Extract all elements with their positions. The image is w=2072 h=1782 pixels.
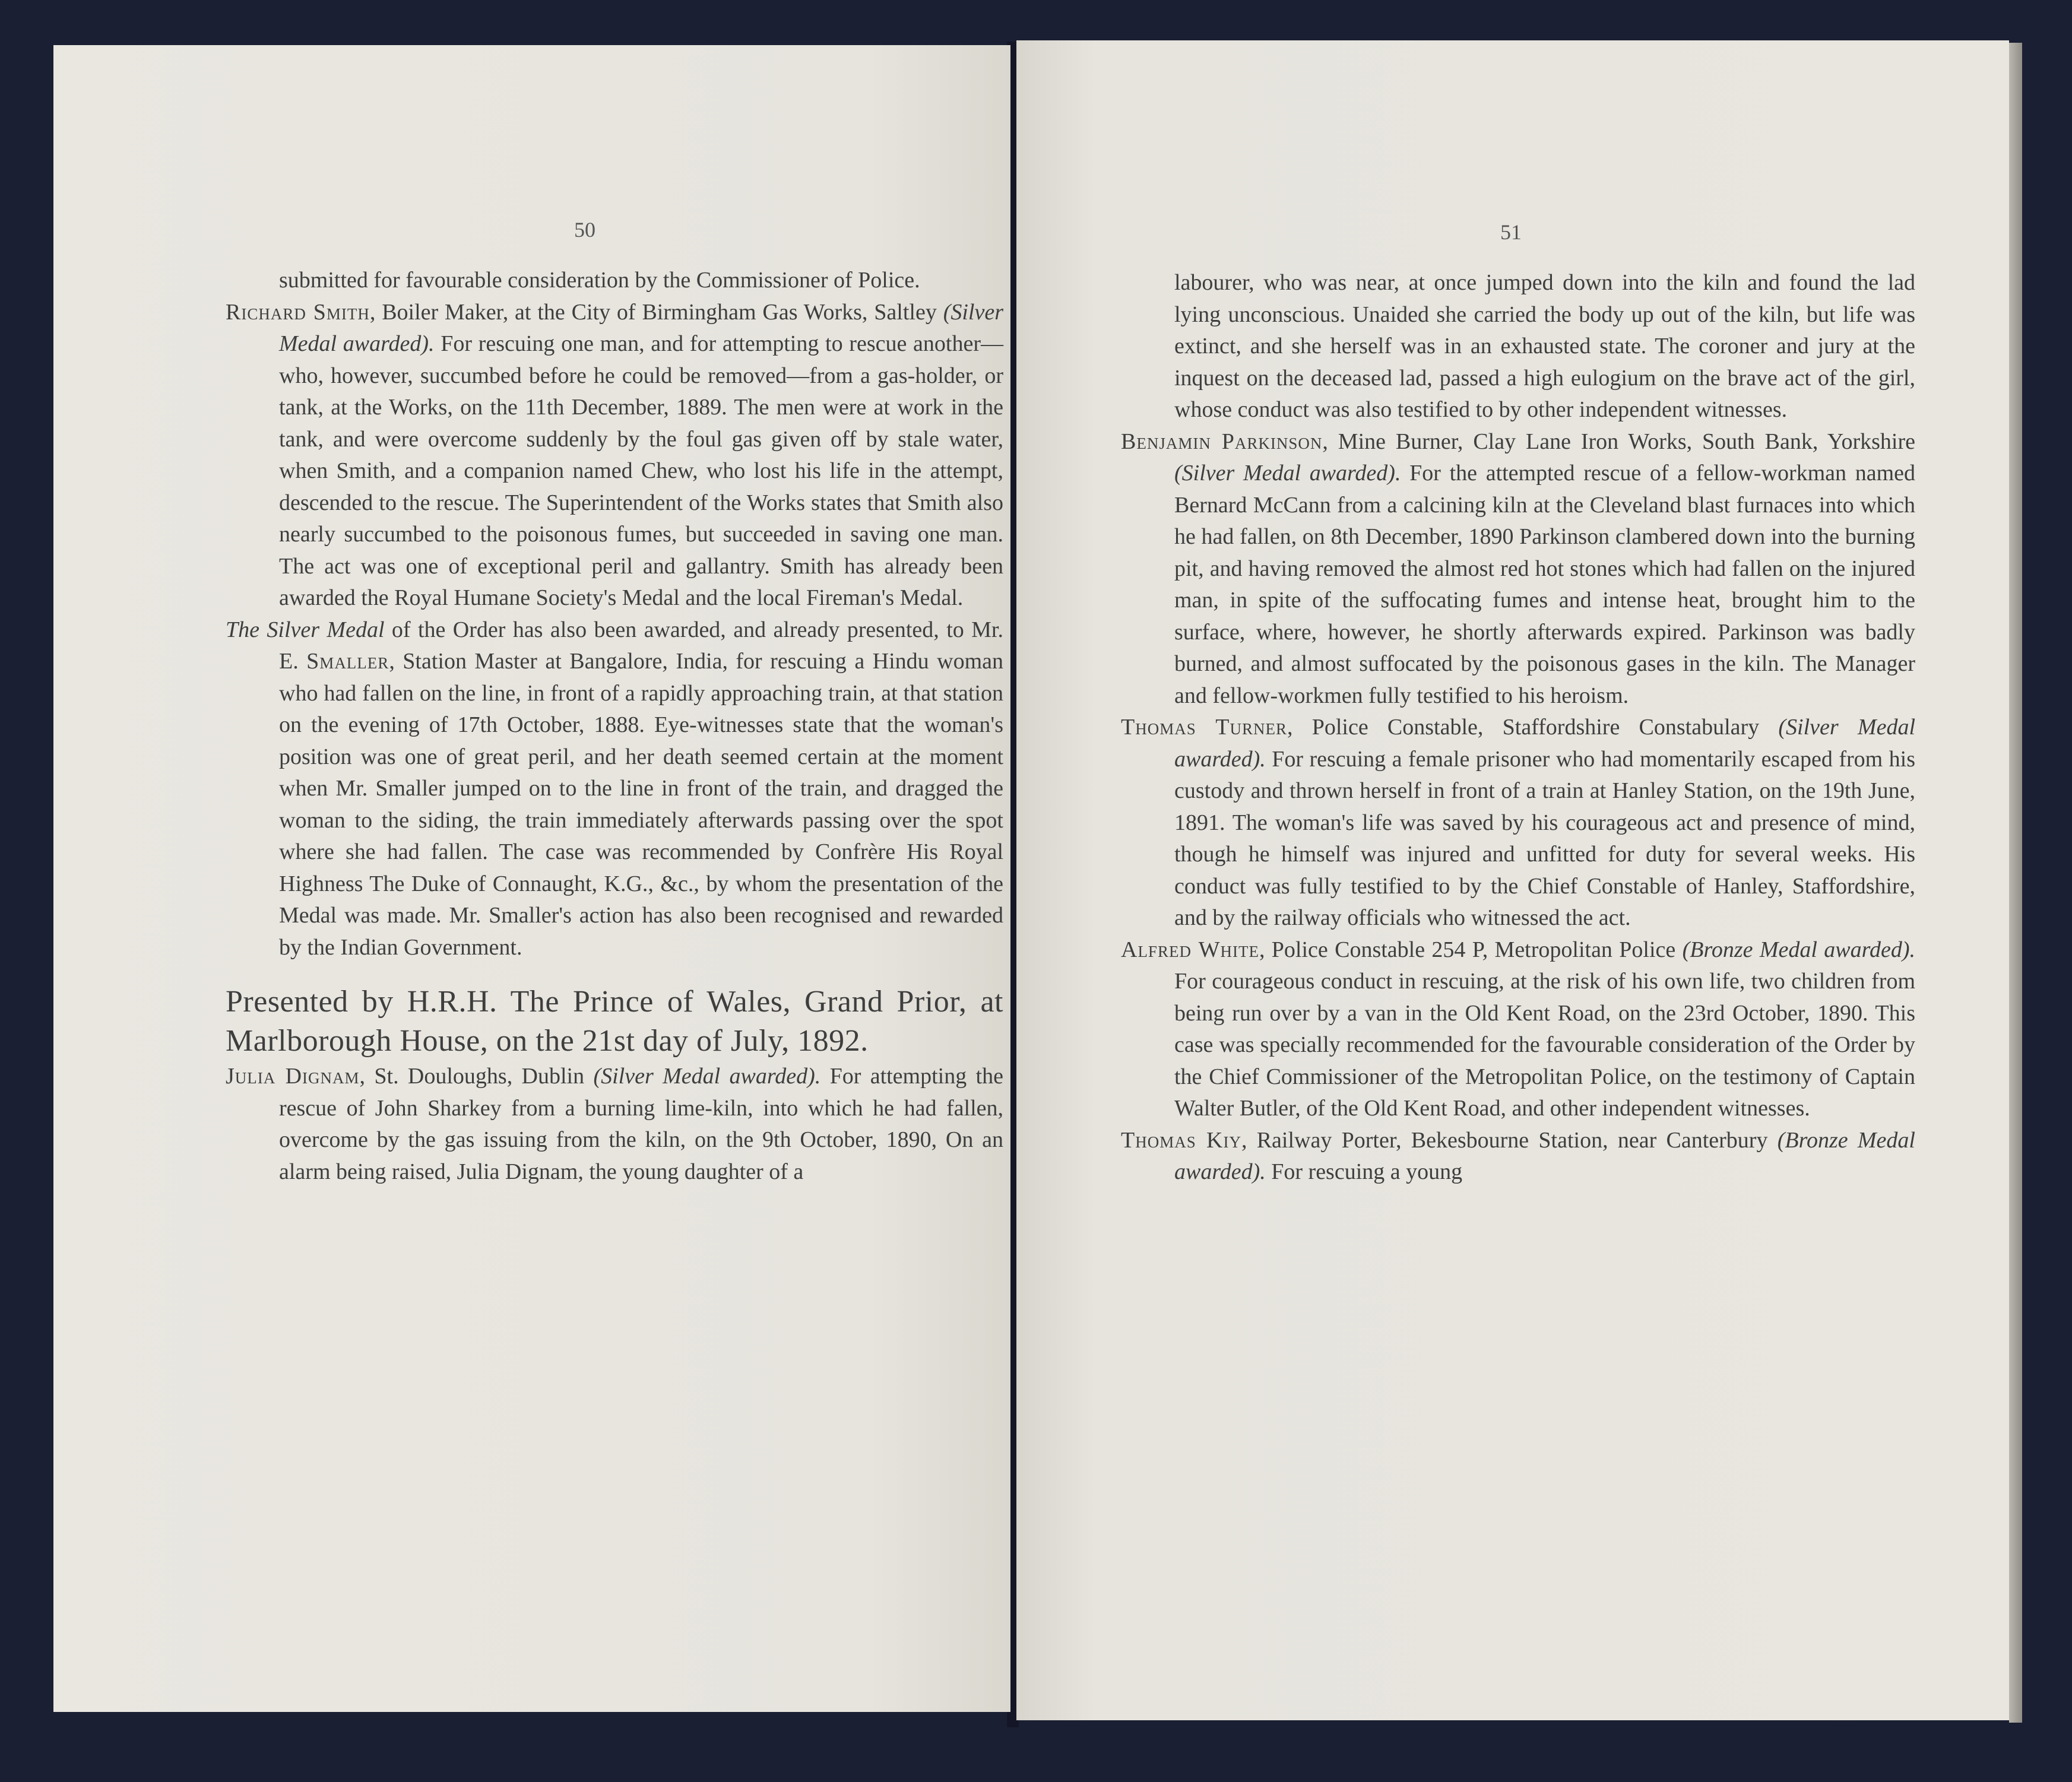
entry-thomas-turner [1121,712,1915,934]
entry-name: Benjamin Parkinson [1121,429,1323,454]
opening-text: submitted for favourable consideration by the Commissioner of Police. [279,268,920,293]
entry-award: (Bronze Medal awarded). [1682,937,1915,962]
right-page [1016,40,2009,1720]
entry-body: , Station Master at Bangalore, India, for rescuing a Hindu woman who had fallen on the line, in front of a rapidly approaching train, at that station on the evening of 17th October, 1888. Eye-witnesses state that the woman's position was one of great peril, and her death seemed certain at the moment when Mr. Smaller jumped on to the line in front of the train, and dragged the woman to the siding, the train immediately afterwards passing over the spot where she had fallen. The case was recommended by Confrère His Royal Highness The Duke of Connaught, K.G., &c., by whom the presentation of the Medal was made. Mr. Smaller's action has also been recognised and rewarded by the Indian Government. [279,649,1003,960]
entry-name: Richard Smith [226,299,370,325]
entry-award: (Bronze Medal awarded). [1174,1127,1915,1184]
entry-award: (Silver Medal awarded). [279,299,1003,356]
left-page [53,45,1010,1712]
page-number: 50 [574,218,595,242]
entry-body: For rescuing a young [1265,1159,1463,1184]
entry-award: (Silver Medal awarded). [593,1064,821,1089]
entry-e-smaller [226,614,1003,964]
entry-alfred-white [1121,934,1915,1125]
page-edges [2009,43,2022,1723]
entry-intro: of the Order has also been awarded, and already presented, to Mr. E. [279,617,1003,674]
left-page-text [226,265,1003,1188]
opening-text: labourer, who was near, at once jumped down into the kiln and found the lad lying unconscious. Unaided she carried the body up out of the kiln, but life was extinct, and she herself was in an exhausted state. The coroner and jury at the inquest on the deceased lad, passed a high eulogium on the brave act of the girl, whose conduct was also testified to by other independent witnesses. [1174,270,1915,422]
page-number: 51 [1500,220,1522,244]
entry-name: Thomas Turner [1121,715,1287,740]
entry-intro: , Police Constable 254 P, Metropolitan Police [1259,937,1683,962]
entry-intro: , Police Constable, Staffordshire Constabulary [1287,715,1779,740]
entry-thomas-kiy [1121,1125,1915,1188]
opening-paragraph [1121,267,1915,426]
entry-award: (Silver Medal awarded). [1174,715,1915,772]
entry-body: For courageous conduct in rescuing, at the risk of his own life, two children from being run over by a van in the Old Kent Road, on the 23rd October, 1890. This case was specially recommended for the favourable consideration of the Order by the Chief Commissioner of the Metropolitan Police, on the testimony of Captain Walter Butler, of the Old Kent Road, and other independent witnesses. [1174,969,1915,1121]
entry-intro: , Boiler Maker, at the City of Birmingham Gas Works, Saltley [369,299,943,325]
entry-name: Thomas Kiy [1121,1127,1241,1153]
entry-julia-dignam [226,1061,1003,1188]
right-page-text [1121,267,1915,1188]
entry-body: For the attempted rescue of a fellow-workman named Bernard McCann from a calcining kiln at the Cleveland blast furnaces into which he had fallen, on 8th December, 1890 Parkinson clambered down into the burning pit, and having removed the almost red hot stones which had fallen on the injured man, in spite of the suffocating fumes and intense heat, brought him to the surface, where, however, he shortly afterwards expired. Parkinson was badly burned, and almost suffocated by the poisonous gases in the kiln. The Manager and fellow-workmen fully testified to his heroism. [1174,461,1915,708]
entry-name: Alfred White [1121,937,1259,962]
section-heading: Presented by H.R.H. The Prince of Wales, Grand Prior, at Marlborough House, on the 21st day of July, 1892. [226,985,1003,1058]
entry-award: (Silver Medal awarded). [1174,461,1401,486]
entry-body: For rescuing a female prisoner who had momentarily escaped from his custody and thrown herself in front of a train at Hanley Station, on the 19th June, 1891. The woman's life was saved by his courageous act and presence of mind, though he himself was injured and unfitted for duty for several weeks. His conduct was fully testified to by the Chief Constable of Hanley, Staffordshire, and by the railway officials who witnessed the act. [1174,746,1915,930]
entry-intro: , Railway Porter, Bekesbourne Station, near Canterbury [1241,1127,1778,1153]
entry-benjamin-parkinson [1121,426,1915,712]
entry-lead: The Silver Medal [226,617,385,642]
entry-intro: , Mine Burner, Clay Lane Iron Works, South Bank, Yorkshire [1322,429,1915,454]
entry-name: Smaller [306,649,389,674]
entry-body: For rescuing one man, and for attempting to rescue another—who, however, succumbed before he could be removed—from a gas-holder, or tank, at the Works, on the 11th December, 1889. The men were at work in the tank, and were overcome suddenly by the foul gas given off by stale water, when Smith, and a companion named Chew, who lost his life in the attempt, descended to the rescue. The Superintendent of the Works states that Smith also nearly succumbed to the poisonous fumes, but succeeded in saving one man. The act was one of exceptional peril and gallantry. Smith has already been awarded the Royal Humane Society's Medal and the local Fireman's Medal. [279,331,1003,610]
entry-intro: , St. Douloughs, Dublin [359,1064,594,1089]
entry-richard-smith [226,297,1003,614]
entry-name: Julia Dignam [226,1064,360,1089]
entry-body: For attempting the rescue of John Sharkey from a burning lime-kiln, into which he had fallen, overcome by the gas issuing from the kiln, on the 9th October, 1890, On an alarm being raised, Julia Dignam, the young daughter of a [279,1064,1003,1184]
opening-paragraph [226,265,1003,297]
